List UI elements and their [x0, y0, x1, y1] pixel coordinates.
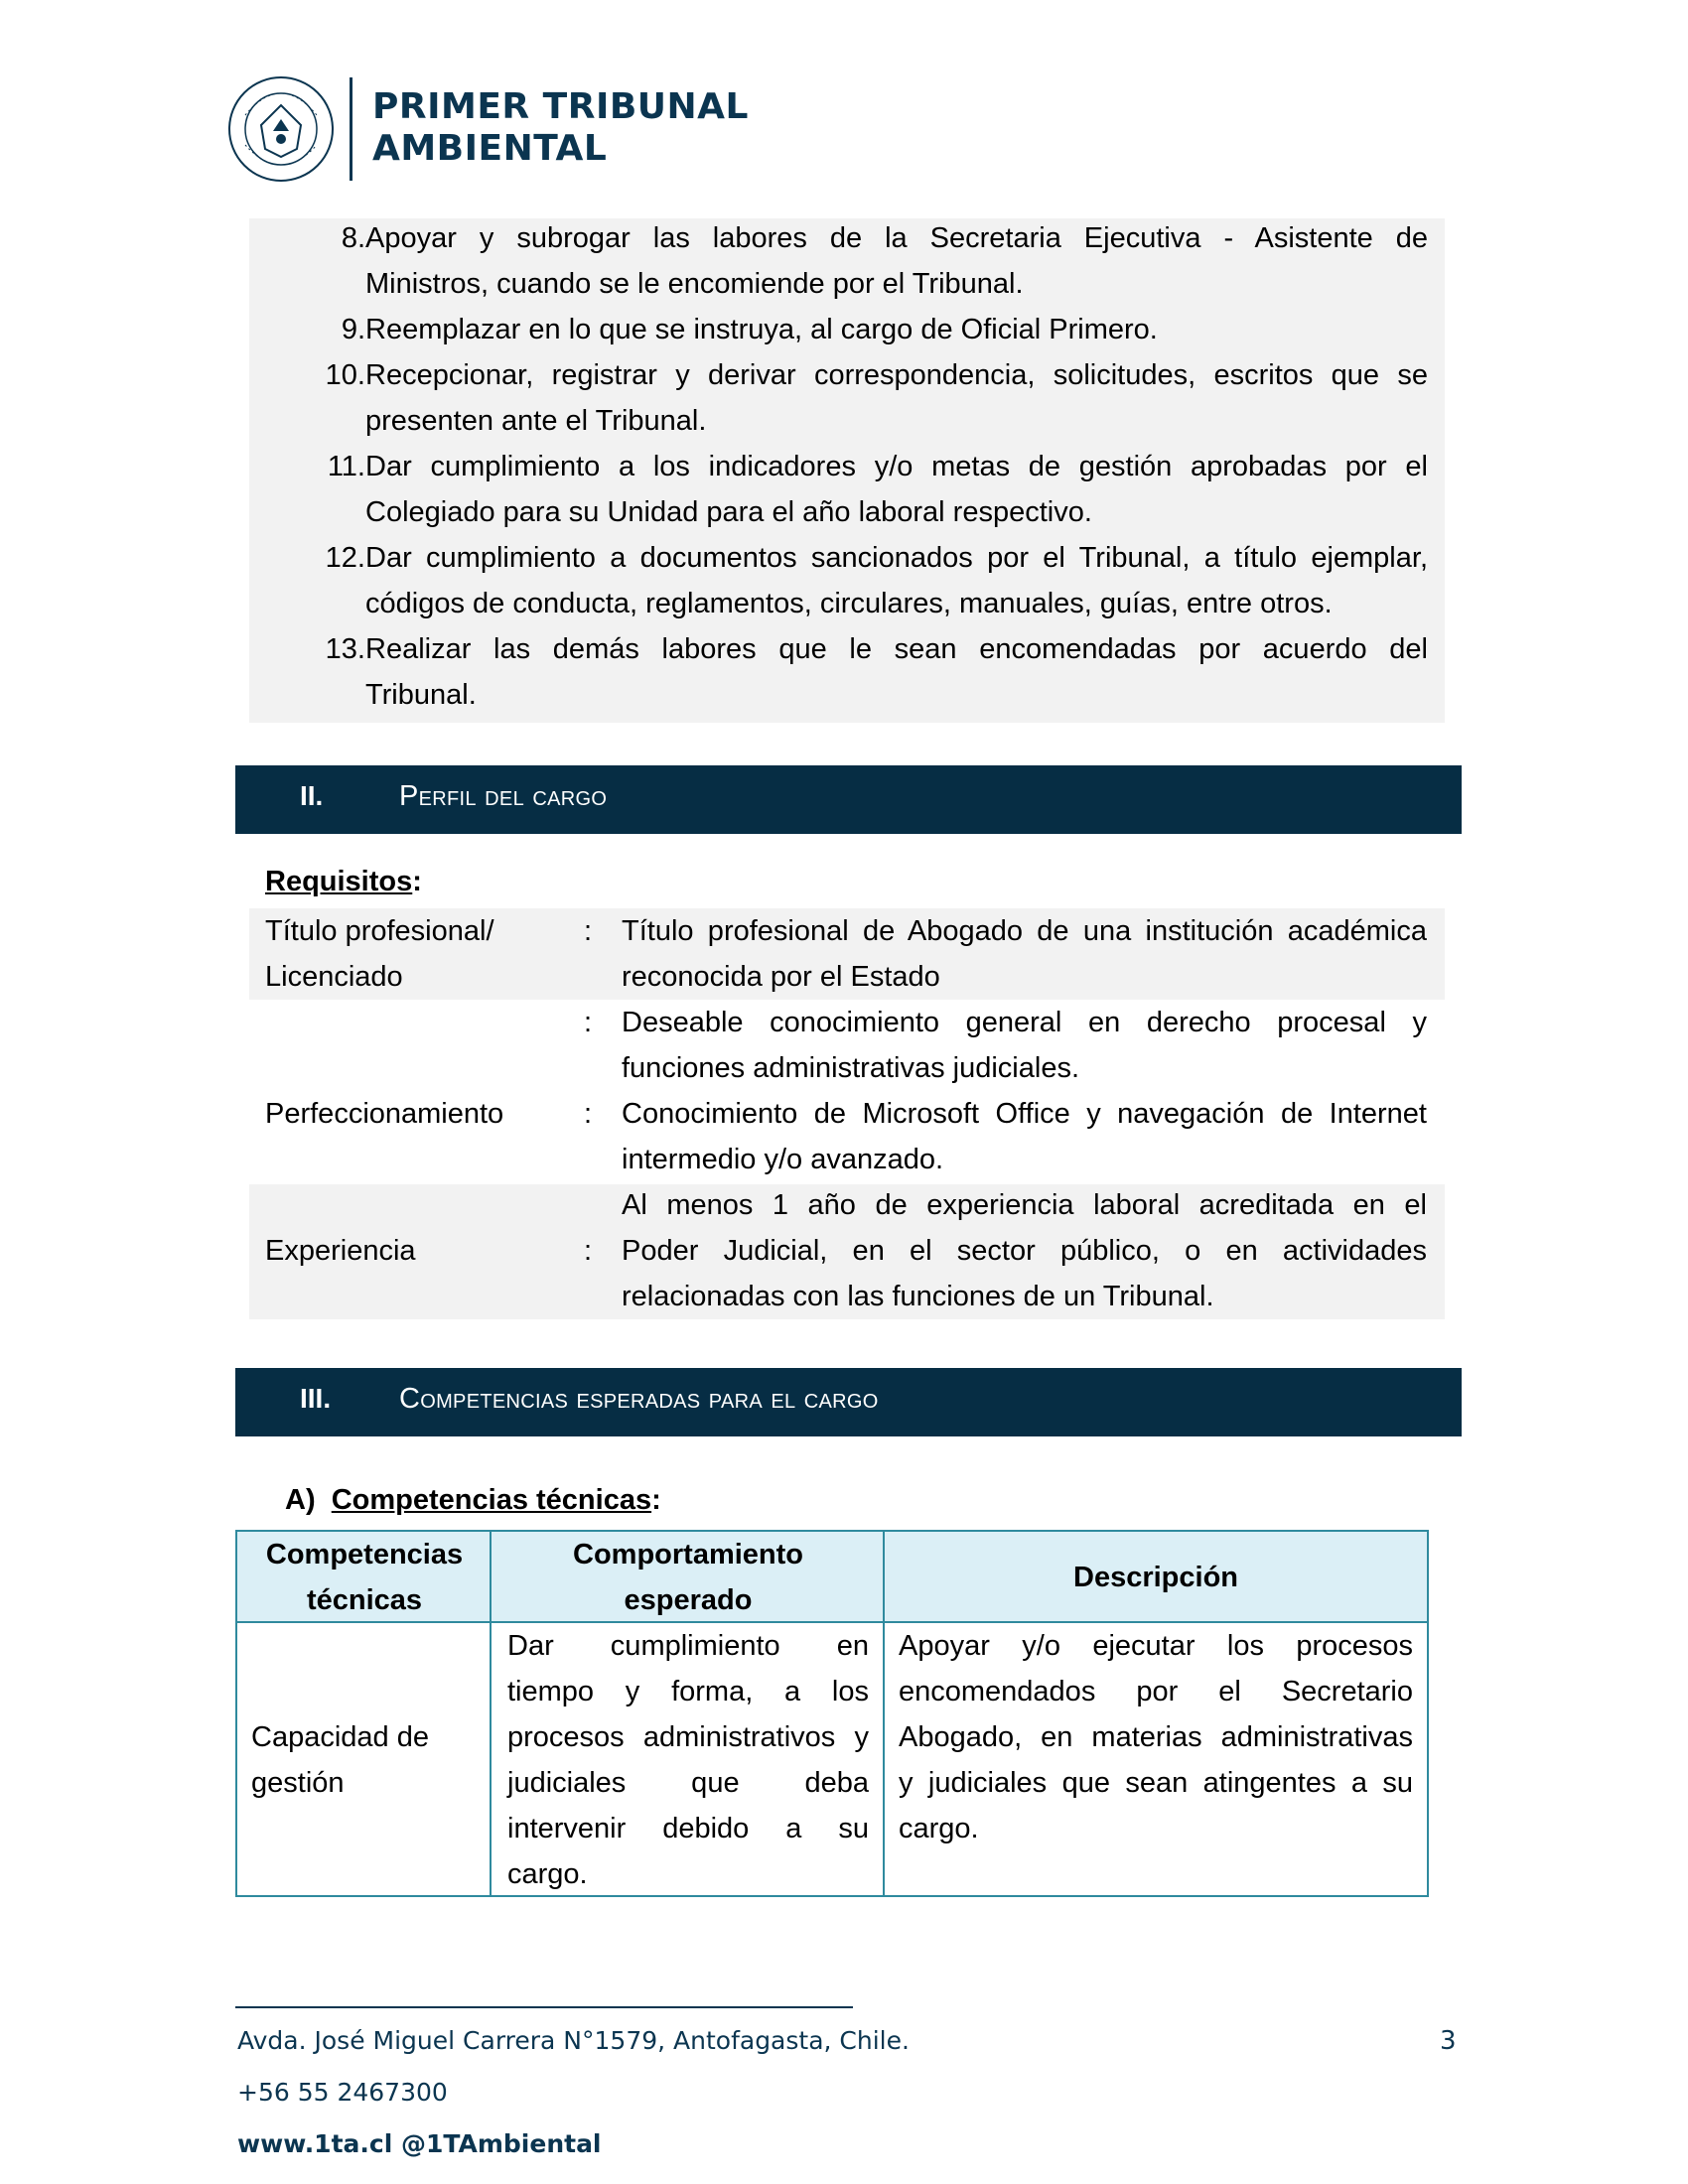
cell-line: Abogado, en materias administrativas: [899, 1721, 1413, 1753]
list-item-text-cont: Colegiado para su Unidad para el año laboral respectivo.: [365, 496, 1092, 528]
list-item-text-cont: Tribunal.: [365, 679, 477, 711]
page-number: 3: [1440, 2026, 1457, 2056]
table-cell-descripcion: [899, 1623, 1413, 1851]
list-item-number: 11.: [327, 451, 365, 482]
requisito-value-titulo: [622, 908, 1427, 1000]
list-item-text: Dar cumplimiento a documentos sancionados por el Tribunal, a título ejemplar,: [365, 542, 1428, 574]
cell-line: Dar cumplimiento en: [507, 1630, 869, 1662]
cell-line: cargo.: [899, 1813, 979, 1844]
requisito-colon: :: [584, 1007, 593, 1038]
cell-line: cargo.: [507, 1858, 588, 1890]
requisitos-heading-text: Requisitos: [265, 866, 413, 897]
table-cell-comportamiento: [507, 1623, 869, 1897]
footer-phone: +56 55 2467300: [237, 2078, 448, 2107]
section-number: II.: [300, 780, 324, 811]
requisito-value-line: Deseable conocimiento general en derecho procesal y: [622, 1007, 1427, 1038]
cell-line: encomendados por el Secretario: [899, 1676, 1413, 1707]
requisito-value-line: relacionadas con las funciones de un Tribunal.: [622, 1281, 1214, 1312]
requisito-colon: :: [584, 1098, 593, 1130]
table-divider: [883, 1532, 885, 1895]
list-item-text: Apoyar y subrogar las labores de la Secretaria Ejecutiva - Asistente de: [365, 222, 1428, 254]
list-item-text: Recepcionar, registrar y derivar correspondencia, solicitudes, escritos que se: [365, 359, 1428, 391]
requisito-value-line: Poder Judicial, en el sector público, o en actividades: [622, 1235, 1427, 1267]
list-item-number: 9.: [341, 314, 365, 345]
requisito-value-perfeccionamiento: [622, 1000, 1427, 1182]
cell-line: procesos administrativos y: [507, 1721, 869, 1753]
competencias-table: [235, 1530, 1429, 1897]
header-line: técnicas: [306, 1584, 423, 1616]
requisito-label-line: Título profesional/: [265, 915, 494, 947]
cell-line: y judiciales que sean atingentes a su: [899, 1767, 1413, 1799]
section-number: III.: [300, 1383, 332, 1414]
tribunal-seal-logo: [227, 75, 335, 183]
requisito-value-line: Título profesional de Abogado de una institución académica: [622, 915, 1427, 947]
header-line: Comportamiento: [573, 1539, 803, 1570]
list-item-text: Reemplazar en lo que se instruya, al cargo de Oficial Primero.: [365, 314, 1158, 345]
requisito-value-line: Conocimiento de Microsoft Office y navegación de Internet: [622, 1098, 1427, 1130]
cell-line: intervenir debido a su: [507, 1813, 869, 1844]
requisito-value-line: intermedio y/o avanzado.: [622, 1144, 944, 1175]
header-divider: [350, 77, 352, 181]
section-title: Competencias esperadas para el cargo: [399, 1383, 879, 1415]
requisito-label-perfeccionamiento: Perfeccionamiento: [265, 1098, 504, 1130]
list-item-number: 12.: [325, 542, 365, 574]
header-line: Competencias: [265, 1539, 464, 1570]
list-item-text-cont: Ministros, cuando se le encomiende por el Tribunal.: [365, 268, 1024, 300]
list-item-number: 10.: [325, 359, 365, 391]
subheading-prefix: A): [285, 1484, 316, 1516]
list-item-text-cont: códigos de conducta, reglamentos, circulares, manuales, guías, entre otros.: [365, 588, 1333, 619]
subheading-title: Competencias técnicas: [331, 1484, 652, 1516]
cell-line: gestión: [251, 1767, 345, 1799]
table-header-descripcion: Descripción: [885, 1532, 1427, 1623]
requisito-value-line: Al menos 1 año de experiencia laboral acreditada en el: [622, 1189, 1427, 1221]
table-cell-competencia: [251, 1714, 482, 1806]
org-name-line2: AMBIENTAL: [372, 128, 608, 169]
requisitos-heading: [265, 866, 422, 898]
requisito-value-line: reconocida por el Estado: [622, 961, 940, 993]
requisito-colon: :: [584, 915, 593, 947]
list-item-text: Dar cumplimiento a los indicadores y/o metas de gestión aprobadas por el: [365, 451, 1428, 482]
requisito-value-line: funciones administrativas judiciales.: [622, 1052, 1079, 1084]
requisito-colon: :: [584, 1235, 593, 1267]
competencias-tecnicas-heading: [285, 1484, 661, 1517]
cell-line: tiempo y forma, a los: [507, 1676, 869, 1707]
requisito-label-experiencia: Experiencia: [265, 1235, 416, 1267]
requisito-value-experiencia: [622, 1182, 1427, 1319]
list-item-text: Realizar las demás labores que le sean encomendadas por acuerdo del: [365, 633, 1428, 665]
requisitos-heading-colon: :: [412, 866, 422, 897]
table-divider: [490, 1532, 492, 1895]
cell-line: judiciales que deba: [507, 1767, 869, 1799]
header-line: esperado: [624, 1584, 753, 1616]
list-item-text-cont: presenten ante el Tribunal.: [365, 405, 707, 437]
requisito-label-titulo: [265, 908, 494, 1000]
requisito-label-line: Licenciado: [265, 961, 403, 993]
table-header-competencias: [237, 1532, 492, 1623]
list-item-number: 13.: [325, 633, 365, 665]
section-title: Perfil del cargo: [399, 780, 608, 812]
footer-address: Avda. José Miguel Carrera N°1579, Antofagasta, Chile.: [237, 2026, 910, 2055]
org-name-line1: PRIMER TRIBUNAL: [372, 86, 749, 127]
footer-web: www.1ta.cl @1TAmbiental: [237, 2129, 602, 2158]
list-item-number: 8.: [341, 222, 365, 254]
subheading-colon: :: [651, 1484, 661, 1516]
cell-line: Capacidad de: [251, 1721, 429, 1753]
table-header-comportamiento: [492, 1532, 885, 1623]
footer-divider: [235, 2006, 853, 2008]
cell-line: Apoyar y/o ejecutar los procesos: [899, 1630, 1413, 1662]
